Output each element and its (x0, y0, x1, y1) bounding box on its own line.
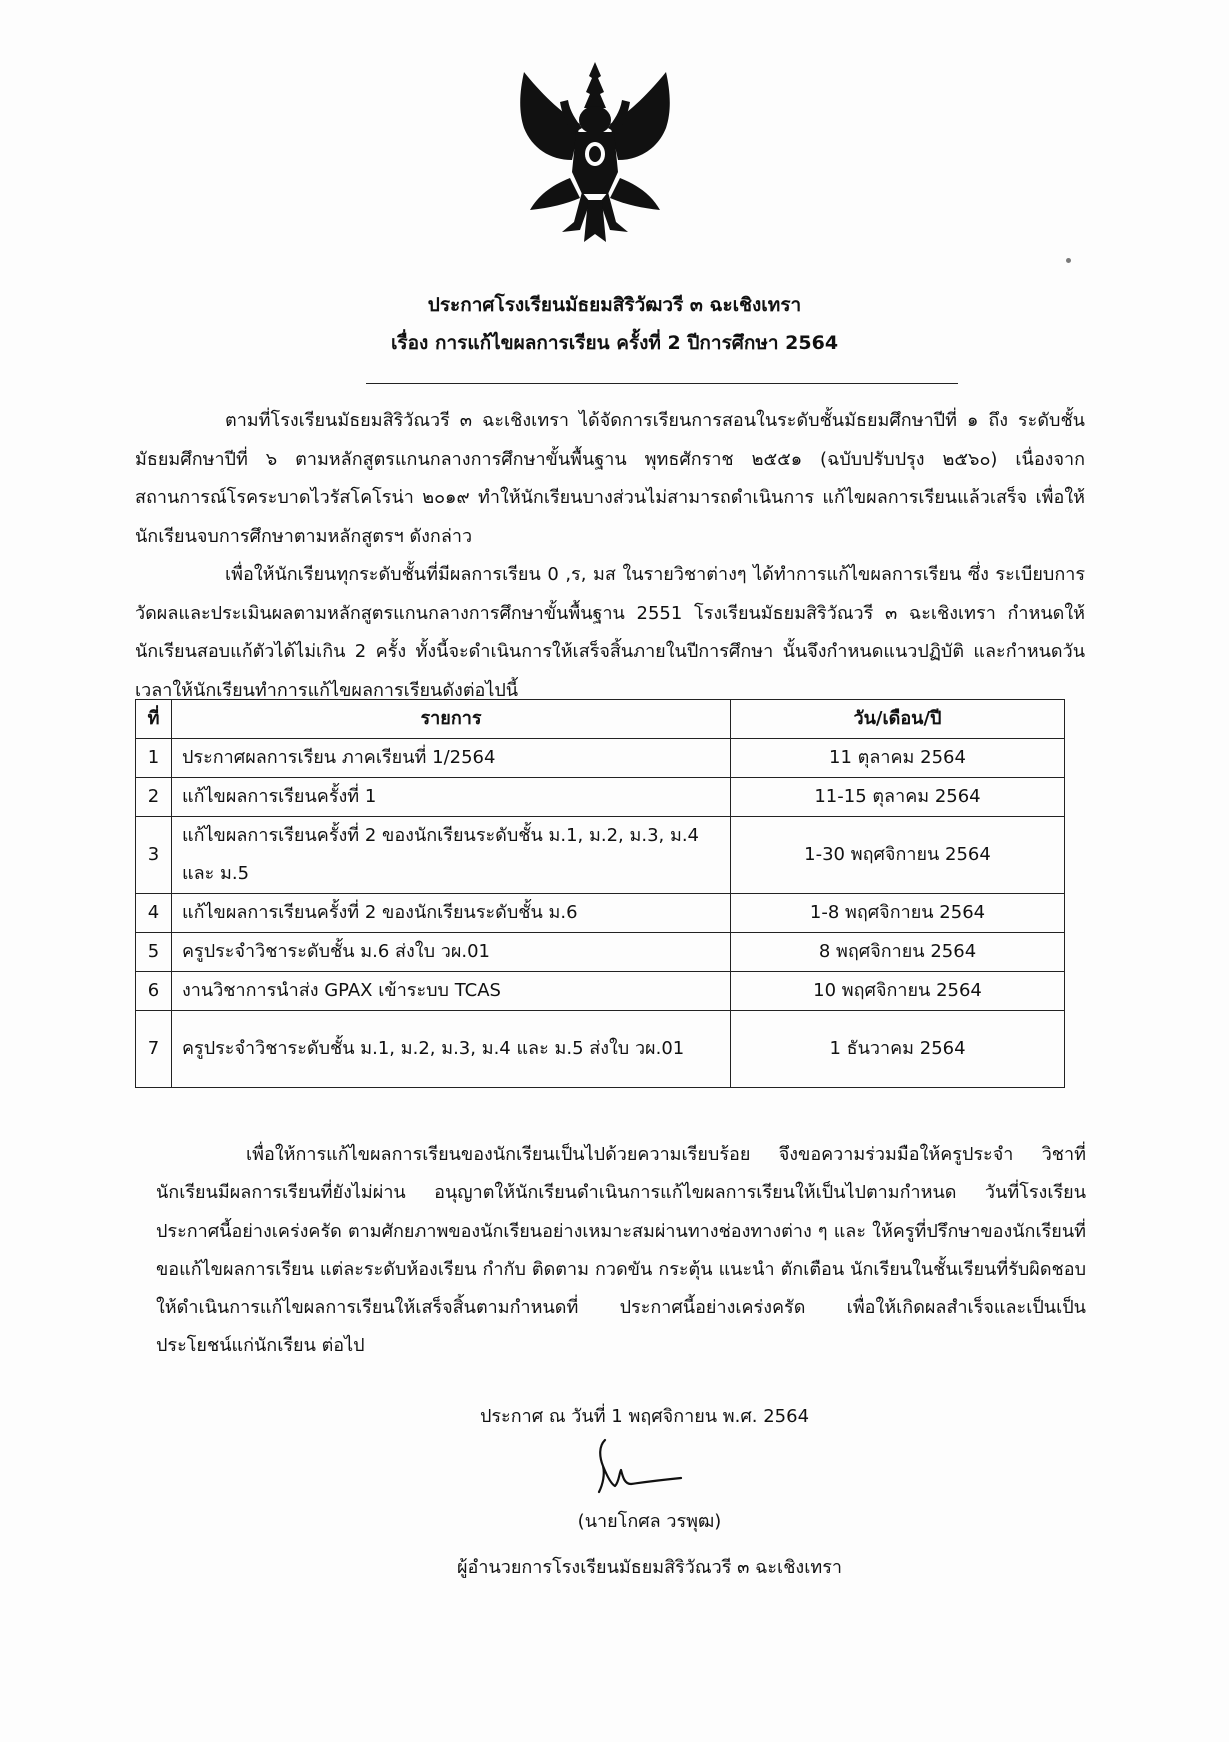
row-number: 3 (136, 817, 172, 894)
schedule-table (135, 699, 1065, 1088)
table-row (136, 739, 1065, 778)
row-number: 4 (136, 894, 172, 933)
table-row (136, 778, 1065, 817)
row-item: งานวิชาการนำส่ง GPAX เข้าระบบ TCAS (172, 972, 731, 1011)
signer-name: (นายโกศล วรพุฒ) (577, 1511, 722, 1532)
row-item: แก้ไขผลการเรียนครั้งที่ 2 ของนักเรียนระดับชั้น ม.6 (172, 894, 731, 933)
table-header-row (136, 700, 1065, 739)
table-row (136, 1011, 1065, 1088)
garuda-emblem-icon (510, 62, 680, 244)
paragraph-purpose: เพื่อให้นักเรียนทุกระดับชั้นที่มีผลการเรียน 0 ,ร, มส ในรายวิชาต่างๆ ได้ทำการแก้ไขผลการเรียน ซึ่ง ระเบียบการวัดผลและประเมินผลตามหลักสูตรแกนกลางการศึกษาขั้นพื้นฐาน 2551 โรงเรียนมัธยมสิริวัณวรี ๓ ฉะเชิงเทรา กำหนดให้นักเรียนสอบแก้ตัวได้ไม่เกิน 2 ครั้ง ทั้งนี้จะดำเนินการให้เสร็จสิ้นภายในปีการศึกษา นั้นจึงกำหนดแนวปฏิบัติ และกำหนดวันเวลาให้นักเรียนทำการแก้ไขผลการเรียนดังต่อไปนี้ (135, 564, 1085, 701)
paragraph-cooperation: เพื่อให้การแก้ไขผลการเรียนของนักเรียนเป็นไปด้วยความเรียบร้อย จึงขอความร่วมมือให้ครูประจำ วิชาที่นักเรียนมีผลการเรียนที่ยังไม่ผ่าน อนุญาตให้นักเรียนดำเนินการแก้ไขผลการเรียนให้เป็นไปตามกำหนด วันที่โรงเรียนประกาศนี้อย่างเคร่งครัด ตามศักยภาพของนักเรียนอย่างเหมาะสมผ่านทางช่องทางต่าง ๆ และ ให้ครูที่ปรึกษาของนักเรียนที่ขอแก้ไขผลการเรียน แต่ละระดับห้องเรียน กำกับ ติดตาม กวดขัน กระตุ้น แนะนำ ตักเตือน นักเรียนในชั้นเรียนที่รับผิดชอบให้ดำเนินการแก้ไขผลการเรียนให้เสร็จสิ้นตามกำหนดที่ ประกาศนี้อย่างเคร่งครัด เพื่อให้เกิดผลสำเร็จและเป็นเป็นประโยชน์แก่นักเรียน ต่อไป (156, 1144, 1086, 1357)
table-row (136, 972, 1065, 1011)
row-date: 11 ตุลาคม 2564 (731, 739, 1065, 778)
row-item: ครูประจำวิชาระดับชั้น ม.6 ส่งใบ วผ.01 (172, 933, 731, 972)
table-row (136, 817, 1065, 894)
row-number: 2 (136, 778, 172, 817)
row-item: ครูประจำวิชาระดับชั้น ม.1, ม.2, ม.3, ม.4 และ ม.5 ส่งใบ วผ.01 (172, 1011, 731, 1088)
signer-title: ผู้อำนวยการโรงเรียนมัธยมสิริวัณวรี ๓ ฉะเชิงเทรา (456, 1557, 843, 1578)
row-date: 10 พฤศจิกายน 2564 (731, 972, 1065, 1011)
column-header-date: วัน/เดือน/ปี (731, 700, 1065, 739)
table-row (136, 894, 1065, 933)
signature-mark-icon (585, 1436, 685, 1500)
row-date: 1-30 พฤศจิกายน 2564 (731, 817, 1065, 894)
announcement-subject: เรื่อง การแก้ไขผลการเรียน ครั้งที่ 2 ปีการศึกษา 2564 (390, 332, 839, 354)
column-header-item: รายการ (172, 700, 731, 739)
header-divider (366, 383, 958, 384)
row-item: ประกาศผลการเรียน ภาคเรียนที่ 1/2564 (172, 739, 731, 778)
row-number: 1 (136, 739, 172, 778)
table-row (136, 933, 1065, 972)
row-number: 7 (136, 1011, 172, 1088)
column-header-number: ที่ (136, 700, 172, 739)
announcement-date: ประกาศ ณ วันที่ 1 พฤศจิกายน พ.ศ. 2564 (479, 1406, 810, 1427)
row-number: 5 (136, 933, 172, 972)
paper-speck (1066, 258, 1071, 263)
row-date: 1 ธันวาคม 2564 (731, 1011, 1065, 1088)
row-number: 6 (136, 972, 172, 1011)
announcement-title: ประกาศโรงเรียนมัธยมสิริวัฒวรี ๓ ฉะเชิงเทรา (427, 294, 802, 316)
row-date: 11-15 ตุลาคม 2564 (731, 778, 1065, 817)
row-item: แก้ไขผลการเรียนครั้งที่ 2 ของนักเรียนระดับชั้น ม.1, ม.2, ม.3, ม.4 และ ม.5 (172, 817, 731, 894)
row-date: 8 พฤศจิกายน 2564 (731, 933, 1065, 972)
row-item: แก้ไขผลการเรียนครั้งที่ 1 (172, 778, 731, 817)
row-date: 1-8 พฤศจิกายน 2564 (731, 894, 1065, 933)
paragraph-intro: ตามที่โรงเรียนมัธยมสิริวัณวรี ๓ ฉะเชิงเทรา ได้จัดการเรียนการสอนในระดับชั้นมัธยมศึกษาปีที่ ๑ ถึง ระดับชั้นมัธยมศึกษาปีที่ ๖ ตามหลักสูตรแกนกลางการศึกษาขั้นพื้นฐาน พุทธศักราช ๒๕๕๑ (ฉบับปรับปรุง ๒๕๖๐) เนื่องจากสถานการณ์โรคระบาดไวรัสโคโรน่า ๒๐๑๙ ทำให้นักเรียนบางส่วนไม่สามารถดำเนินการ แก้ไขผลการเรียนแล้วเสร็จ เพื่อให้นักเรียนจบการศึกษาตามหลักสูตรฯ ดังกล่าว (135, 410, 1085, 547)
